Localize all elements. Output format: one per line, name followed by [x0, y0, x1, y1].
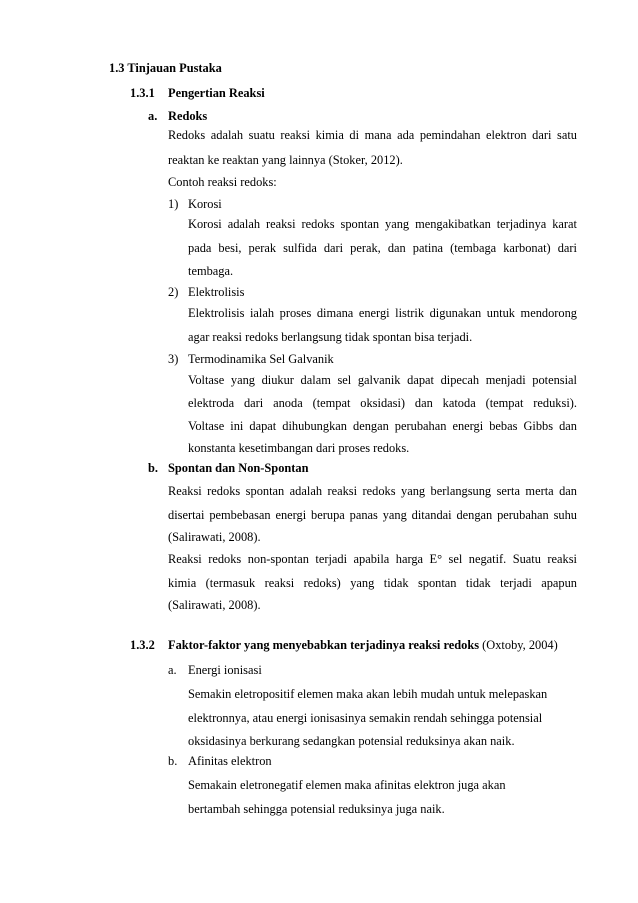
- paragraph-line: reaktan ke reaktan yang lainnya (Stoker, 2012).: [168, 153, 403, 167]
- paragraph-line: oksidasinya berkurang sedangkan potensial reduksinya akan naik.: [188, 734, 515, 748]
- section-heading: [109, 60, 222, 76]
- subsection-title: Faktor-faktor yang menyebabkan terjadinya reaksi redoks: [168, 638, 480, 652]
- paragraph-line: Reaksi redoks non-spontan terjadi apabila harga E° sel negatif. Suatu reaksi: [168, 552, 577, 566]
- paragraph-line: agar reaksi redoks berlangsung tidak spontan bisa terjadi.: [188, 330, 473, 344]
- section-title: Tinjauan Pustaka: [127, 61, 222, 75]
- item-heading: Termodinamika Sel Galvanik: [188, 352, 334, 366]
- paragraph-line: Voltase ini dapat dihubungkan dengan perubahan energi bebas Gibbs dan: [188, 419, 577, 433]
- paragraph-line: elektroda dari anoda (tempat oksidasi) dan katoda (tempat reduksi).: [188, 396, 577, 410]
- list-marker: 2): [168, 285, 179, 299]
- subsection-title: Pengertian Reaksi: [168, 86, 265, 100]
- paragraph-line: Korosi adalah reaksi redoks spontan yang mengakibatkan terjadinya karat: [188, 217, 577, 231]
- subsection-number: 1.3.2: [130, 638, 155, 652]
- list-marker: a.: [168, 663, 177, 677]
- item-heading: Afinitas elektron: [188, 754, 272, 768]
- paragraph-line: elektronnya, atau energi ionisasinya semakin rendah sehingga potensial: [188, 711, 543, 725]
- paragraph-line: disertai pembebasan energi berupa panas yang ditandai dengan perubahan suhu: [168, 508, 577, 522]
- list-marker: 3): [168, 352, 179, 366]
- item-heading: Energi ionisasi: [188, 663, 262, 677]
- paragraph-line: kimia (termasuk reaksi redoks) yang tidak spontan tidak terjadi apapun: [168, 576, 577, 590]
- list-marker: 1): [168, 197, 179, 211]
- item-heading: Korosi: [188, 197, 222, 211]
- paragraph-line: Contoh reaksi redoks:: [168, 175, 277, 189]
- paragraph-line: Semakain eletronegatif elemen maka afinitas elektron juga akan: [188, 778, 506, 792]
- section-number: 1.3: [109, 61, 125, 75]
- paragraph-line: Voltase yang diukur dalam sel galvanik dapat dipecah menjadi potensial: [188, 373, 577, 387]
- paragraph-line: Redoks adalah suatu reaksi kimia di mana ada pemindahan elektron dari satu: [168, 128, 577, 142]
- citation: (Oxtoby, 2004): [482, 638, 558, 652]
- list-marker: b.: [168, 754, 178, 768]
- paragraph-line: konstanta kesetimbangan dari proses redoks.: [188, 441, 410, 455]
- list-marker: a.: [148, 109, 158, 123]
- paragraph-line: Elektrolisis ialah proses dimana energi listrik digunakan untuk mendorong: [188, 306, 577, 320]
- paragraph-line: pada besi, perak sulfida dari perak, dan patina (tembaga karbonat) dari: [188, 241, 577, 255]
- paragraph-line: Reaksi redoks spontan adalah reaksi redoks yang berlangsung serta merta dan: [168, 484, 577, 498]
- subsection-number: 1.3.1: [130, 86, 155, 100]
- item-heading: Spontan dan Non-Spontan: [168, 461, 309, 475]
- paragraph-line: bertambah sehingga potensial reduksinya juga naik.: [188, 802, 445, 816]
- paragraph-line: (Salirawati, 2008).: [168, 530, 261, 544]
- item-heading: Elektrolisis: [188, 285, 245, 299]
- paragraph-line: Semakin eletropositif elemen maka akan lebih mudah untuk melepaskan: [188, 687, 548, 701]
- list-marker: b.: [148, 461, 158, 475]
- paragraph-line: tembaga.: [188, 264, 234, 278]
- paragraph-line: (Salirawati, 2008).: [168, 598, 261, 612]
- item-heading: Redoks: [168, 109, 208, 123]
- subsection-heading: [168, 637, 558, 653]
